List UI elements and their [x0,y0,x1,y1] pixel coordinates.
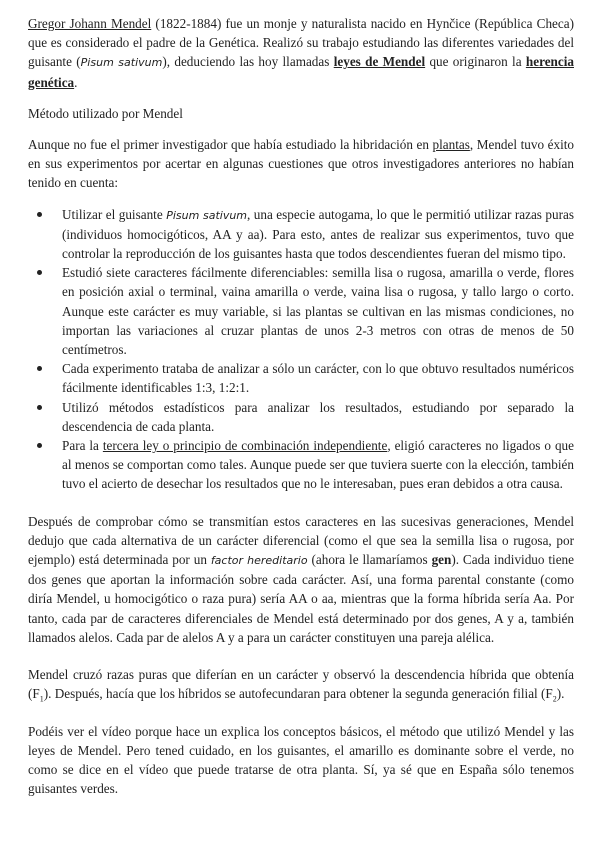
species-name: Pisum sativum [80,56,163,70]
list-item: Para la tercera ley o principio de combinación independiente, eligió caracteres no ligados o que al menos se comportan como tales. Aunque puede ser que tuviera suerte con la elección, también tuvo el acierto de desechar los resultados que no le interesaban, pues eran debidos a otra causa. [62,436,574,494]
third-law-link[interactable]: tercera ley o principio de combinación independiente [102,438,388,454]
factor-paragraph: Después de comprobar cómo se transmitían estos caracteres en las sucesivas generaciones, Mendel dedujo que cada alternativa de un carácter diferencial (como el que sea la semilla lisa o rugosa, por ejemplo) está determinada por un factor hereditario (ahora le llamaríamos gen). Cada individuo tiene dos genes que aportan la información sobre cada carácter. Así, una forma parental constante (como diría Mendel, u homocigótico o raza pura) sería AA o aa, mientras que la forma híbrida sería Aa. Por tanto, cada par de caracteres diferenciales de Mendel está determinado por dos genes, A y a, también llamados alelos. Cada par de alelos A y a para un carácter constituyen una pareja alélica. [28,513,575,645]
section-heading: Método utilizado por Mendel [28,105,183,121]
bullet-icon [37,212,42,217]
factor-term: factor hereditario [210,554,308,568]
genetic-heredity-link[interactable]: herencia genética [28,54,574,90]
cross-paragraph: Mendel cruzó razas puras que diferían en un carácter y observó la descendencia híbrida que obtenía $(F_1)$. Después, hacía que los híbridos se autofecundaran para obtener la segunda generación filial $(F_2)$. [28,667,574,704]
intro-paragraph: Gregor Johann Mendel (1822-1884) fue un monje y naturalista nacido en Hynčice (República Checa) que es considerado el padre de la Genética. Realizó su trabajo estudiando las diferentes variedades del guisante (Pisum sativum), deduciendo las hoy llamadas leyes de Mendel que originaron la herencia genética. [28,16,574,90]
article-body [28,14,574,816]
video-paragraph: Podéis ver el vídeo porque hace un explica los conceptos básicos, el método que utilizó Mendel y las leyes de Mendel. Pero tened cuidado, en los guisantes, el amarillo es dominante sobre el verde, no como se dice en el vídeo que puede tratarse de otra planta. Sí, ya sé que en España sólo tenemos guisantes verdes. [28,723,574,797]
bullet-icon [37,270,42,275]
bullet-icon [37,366,42,371]
list-item: Cada experimento trataba de analizar a sólo un carácter, con lo que obtuvo resultados numéricos fácilmente identificables 1:3, 1:2:1. [62,359,574,397]
plants-link[interactable]: plantas [432,137,470,153]
bullet-icon [37,443,42,448]
list-item: Utilizar el guisante Pisum sativum, una especie autogama, lo que le permitió utilizar razas puras (individuos homocigóticos, AA y aa). Para esto, antes de realizar sus experimentos, tuvo que controlar la reproducción de los guisantes hasta que todos descendientes fueran del mismo tipo. [62,205,574,264]
method-list [28,205,574,494]
species-name: Pisum sativum [166,208,248,222]
mendel-laws-link[interactable]: leyes de Mendel [333,54,426,70]
list-item: Utilizó métodos estadísticos para analizar los resultados, estudiando por separado la descendencia de cada planta. [62,398,574,436]
method-intro-paragraph: Aunque no fue el primer investigador que había estudiado la hibridación en plantas, Mendel tuvo éxito en sus experimentos por acertar en algunas cuestiones que otros investigadores anteriores no habían tenido en cuenta: [28,137,574,191]
gen-term: gen [431,552,452,568]
bullet-icon [37,405,42,410]
list-item: Estudió siete caracteres fácilmente diferenciables: semilla lisa o rugosa, amarilla o verde, flores en posición axial o terminal, vaina amarilla o verde, vaina lisa o rugosa, y tallo largo o corto. Aunque este carácter es muy variable, si las plantas se cultivan en las mismas condiciones, no importan las variaciones al cruzar plantas de unos 2-3 metros con otras de menos de 50 centímetros. [62,263,574,359]
mendel-link[interactable]: Gregor Johann Mendel [28,16,152,31]
